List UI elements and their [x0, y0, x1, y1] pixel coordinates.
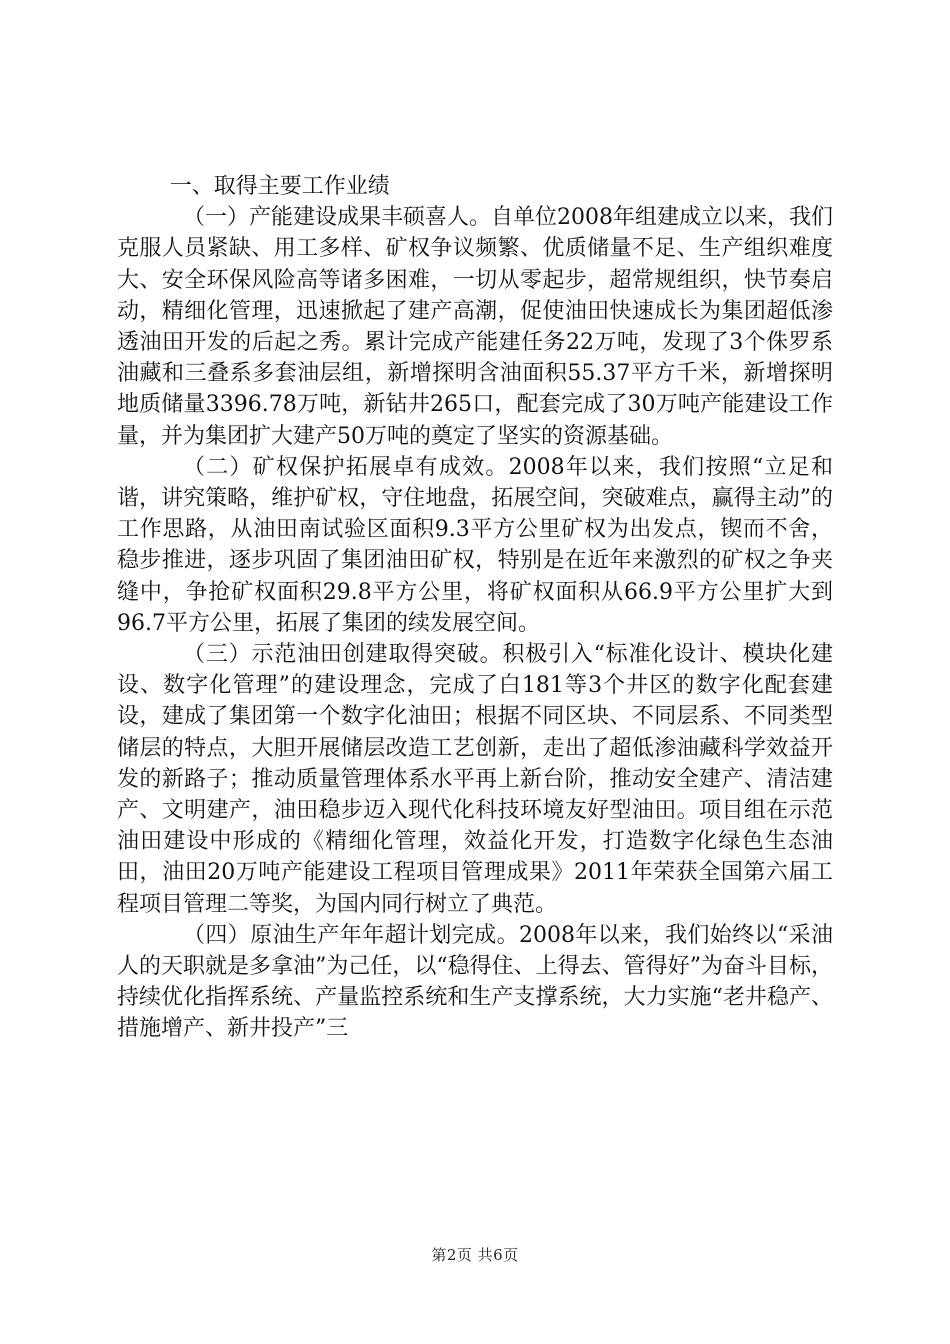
paragraph-demonstration-oilfield: （三）示范油田创建取得突破。积极引入“标准化设计、模块化建设、数字化管理”的建设理念，完成了白181等3个井区的数字化配套建设，建成了集团第一个数字化油田；根据不同区块、不同层系、不同类型储层的特点，大胆开展储层改造工艺创新，走出了超低渗油藏科学效益开发的新路子；推动质量管理体系水平再上新台阶，推动安全建产、清洁建产、文明建产，油田稳步迈入现代化科技环境友好型油田。项目组在示范油田建设中形成的《精细化管理，效益化开发，打造数字化绿色生态油田，油田20万吨产能建设工程项目管理成果》2011年荣获全国第六届工程项目管理二等奖，为国内同行树立了典范。 — [117, 642, 833, 917]
section-heading: 一、取得主要工作业绩 — [169, 174, 390, 199]
paragraph-mining-rights: （二）矿权保护拓展卓有成效。2008年以来，我们按照“立足和谐，讲究策略，维护矿权，守住地盘，拓展空间，突破难点，赢得主动”的工作思路，从油田南试验区面积9.3平方公里矿权为出发点，锲而不舍，稳步推进，逐步巩固了集团油田矿权，特别是在近年来激烈的矿权之争夹缝中，争抢矿权面积29.8平方公里，将矿权面积从66.9平方公里扩大到96.7平方公里，拓展了集团的续发展空间。 — [117, 454, 833, 636]
page-footer: 第2页 共6页 — [431, 1246, 519, 1264]
document-body — [117, 171, 833, 1045]
paragraph-capacity-building: （一）产能建设成果丰硕喜人。自单位2008年组建成立以来，我们克服人员紧缺、用工多样、矿权争议频繁、优质储量不足、生产组织难度大、安全环保风险高等诸多困难，一切从零起步，超常规组织，快节奏启动，精细化管理，迅速掀起了建产高潮，促使油田快速成长为集团超低渗透油田开发的后起之秀。累计完成产能建任务22万吨，发现了3个侏罗系油藏和三叠系多套油层组，新增探明含油面积55.37平方千米，新增探明地质储量3396.78万吨，新钻井265口，配套完成了30万吨产能建设工作量，并为集团扩大建产50万吨的奠定了坚实的资源基础。 — [117, 205, 833, 449]
paragraph-crude-production: （四）原油生产年年超计划完成。2008年以来，我们始终以“采油人的天职就是多拿油”为己任，以“稳得住、上得去、管得好”为奋斗目标，持续优化指挥系统、产量监控系统和生产支撑系统，大力实施“老井稳产、措施增产、新井投产”三 — [117, 922, 833, 1042]
